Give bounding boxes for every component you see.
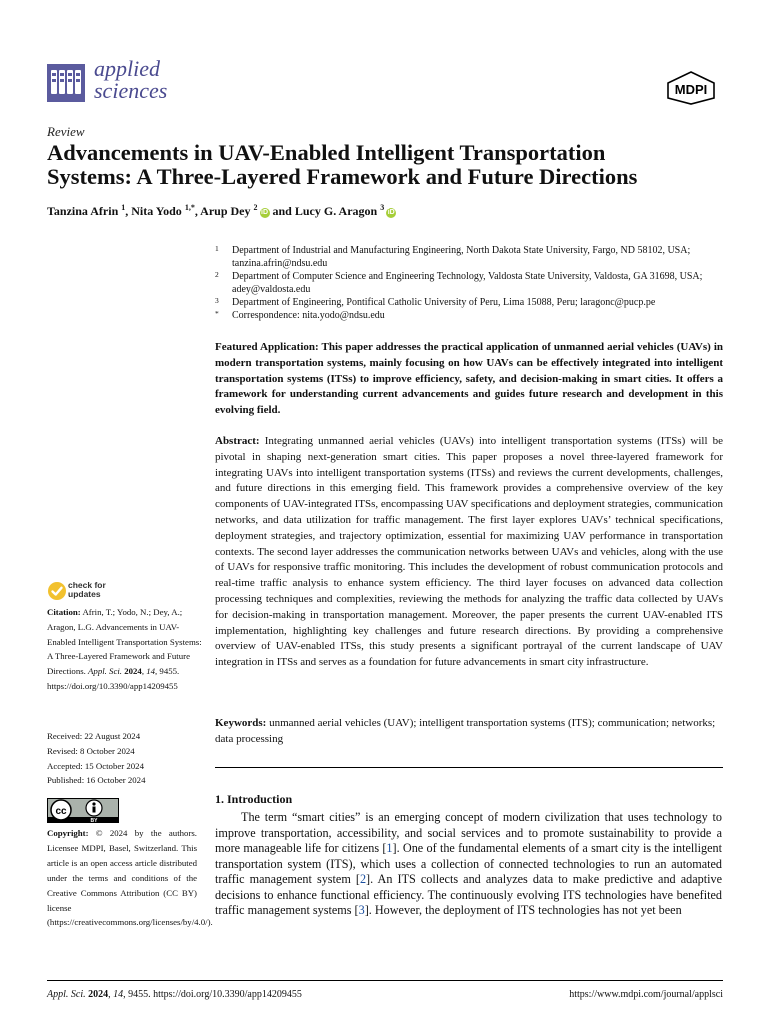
author-name[interactable]: Lucy G. Aragon (294, 204, 378, 218)
intro-text: The term “smart cities” is an emerging concept of modern civilization that uses technology to improve transportation, accessibility, and social services and to promote sustainability to provide a more manageable life for citizens [ (215, 810, 722, 855)
affiliation-text: Department of Engineering, Pontifical Catholic University of Peru, Lima 15088, Peru; laragonc@pucp.pe (232, 297, 656, 308)
abstract-text: Integrating unmanned aerial vehicles (UAVs) into intelligent transportation systems (ITSs) will be pivotal in shaping next-generation smart cities. This paper proposes a novel three-layered framework for integrating UAVs into intelligent transportation systems (ITSs) and reviews the current developments, challenges, and future directions in this emerging field. This framework provides a comprehensive overview of the key components of UAV-integrated ITSs, encompassing UAV specifications and deployment strategies, communication networks, and data utilization for traffic management. The first layer explores UAVs’ technical specifications, deployment strategies, and trajectory optimization, essential for maximizing UAV performance in transportation contexts. The second layer addresses the communication networks between UAVs and vehicles, along with the use of UAVs for responsive traffic monitoring. This includes the development of robust communication protocols and real-time traffic analysis to enhance system efficiency. The third layer focuses on advanced data collection processing techniques and complexities, reviewing the methods for analyzing the traffic data collected by UAVs for decision-making in transportation management. Moreover, the paper presents the current UAV-enabled ITS implementation, highlighting key challenges and future research directions. By providing a comprehensive overview of UAV-enabled ITSs, this study presents a significant portrayal of the current landscape of UAV integration in ITSs and serves as a foundation for future advancements in smart city infrastructure. (215, 435, 724, 669)
author-affil-sup: 3 (380, 203, 385, 212)
affiliation-text: Department of Computer Science and Engineering Technology, Valdosta State University, Valdosta, GA 31698, USA; adey@valdosta.edu (232, 271, 703, 295)
date-published: Published: 16 October 2024 (47, 775, 146, 786)
date-revised: Revised: 8 October 2024 (47, 745, 135, 756)
cc-by-license-icon[interactable] (47, 798, 119, 823)
author-affil-sup: 1 (121, 203, 126, 212)
footer-citation: Appl. Sci. 2024, 14, 9455. https://doi.org/10.3390/app14209455 (47, 989, 302, 1000)
article-type: Review (47, 124, 85, 139)
affiliation-number: 2 (215, 270, 219, 279)
check-line-2: updates (68, 589, 101, 599)
affiliation-number: * (215, 309, 219, 318)
title-line-1: Advancements in UAV-Enabled Intelligent Transportation (47, 140, 606, 165)
orcid-icon[interactable]: iD (387, 209, 395, 216)
affiliation (215, 296, 725, 309)
reference-link[interactable]: 1 (386, 841, 393, 855)
author-name[interactable]: Arup Dey (200, 204, 251, 218)
affiliation (215, 244, 725, 270)
copyright-label: Copyright: (47, 828, 89, 838)
author-affil-sup: 1,* (184, 203, 195, 212)
affiliation (215, 270, 725, 296)
keywords-text: unmanned aerial vehicles (UAV); intelligent transportation systems (ITS); communication; networks; data processing (215, 717, 716, 745)
author-affil-sup: 2 (253, 203, 258, 212)
citation-journal: Appl. Sci. (88, 666, 123, 677)
affiliations (215, 244, 725, 322)
intro-paragraph (215, 810, 722, 919)
reference-link[interactable]: 2 (359, 872, 367, 886)
section-title: 1. Introduction (215, 792, 293, 806)
cc-badge-text: cc (55, 806, 67, 817)
featured-application (215, 340, 723, 419)
intro-text: ]. One of the fundamental elements of a smart city is the intelligent transportation system (ITS), which uses a collection of connected technologies to run an automated traffic management system [ (215, 841, 723, 886)
citation-year: 2024 (124, 666, 142, 677)
citation-text: Afrin, T.; Yodo, N.; Dey, A.; Aragon, L.G. Advancements in UAV-Enabled Intelligent Transportation Systems: A Three-Layered Framework and Future Directions. (47, 607, 202, 677)
publication-dates (47, 729, 202, 788)
keywords (215, 716, 723, 748)
footer-divider (47, 980, 723, 981)
intro-text: ]. An ITS collects and analyzes data to make predictive and adaptive decisions to enhance functional efficiency. The continuously evolving ITS technologies have benefited traffic management systems [ (215, 872, 722, 917)
abstract-label: Abstract: (215, 435, 260, 447)
check-for-updates-icon[interactable] (47, 581, 67, 601)
orcid-icon[interactable]: iD (261, 209, 268, 216)
affiliation (215, 309, 725, 322)
affiliation-number: 1 (215, 244, 219, 253)
citation-volume: 14 (146, 666, 156, 677)
author-sep: , (194, 204, 201, 218)
affiliation-number: 3 (215, 296, 219, 305)
journal-name-line2: sciences (94, 78, 168, 103)
author-name[interactable]: Tanzina Afrin (47, 204, 119, 218)
date-received: Received: 22 August 2024 (47, 731, 141, 741)
abstract (215, 434, 723, 671)
citation-label: Citation: (47, 607, 81, 617)
reference-link[interactable]: 3 (358, 903, 365, 917)
date-accepted: Accepted: 15 October 2024 (47, 760, 144, 771)
page-title (47, 141, 737, 189)
author-sep: , (125, 204, 132, 218)
mdpi-logo-text: MDPI (674, 82, 708, 97)
check-for-updates[interactable] (68, 581, 106, 599)
footer-journal: Appl. Sci. (47, 989, 86, 1000)
featured-text: This paper addresses the practical application of unmanned aerial vehicles (UAVs) in modern transportation systems, mainly focusing on how UAVs can be effectively integrated into intelligent transportation systems (ITSs) to improve efficiency, safety, and decision-making in smart cities. It offers a framework for understanding current advancements and guides future research and development in this evolving field. (215, 341, 723, 417)
copyright-block (47, 826, 213, 930)
check-line-1: check for (68, 580, 106, 590)
journal-name (94, 58, 167, 102)
footer-doi[interactable]: 9455. https://doi.org/10.3390/app14209455 (128, 989, 302, 1000)
journal-logo-icon (47, 64, 85, 102)
citation-block: Citation: Afrin, T.; Yodo, N.; Dey, A.; Aragon, L.G. Advancements in UAV-Enabled Intelligent Transportation Systems: A Three-Layered Framework and Future Directions. Appl. Sci. 2024, 14, 9455. https://doi.org/10.3390/app14209455 (47, 607, 202, 691)
author-list (47, 203, 396, 219)
footer-volume: 14 (113, 989, 124, 1000)
intro-text: ]. However, the deployment of ITS technologies has not yet been (364, 903, 682, 917)
copyright-text: © 2024 by the authors. Licensee MDPI, Basel, Switzerland. This article is an open access article distributed under the terms and conditions of the Creative Commons Attribution (CC BY) license (https://creativecommons.org/licenses/by/4.0/). (47, 828, 213, 928)
affiliation-text: Correspondence: nita.yodo@ndsu.edu (232, 310, 385, 321)
author-name[interactable]: Nita Yodo (131, 204, 182, 218)
journal-name-line1: applied (94, 56, 160, 81)
footer-url[interactable]: https://www.mdpi.com/journal/applsci (569, 989, 723, 1000)
footer-year: 2024 (88, 989, 109, 1000)
affiliation-text: Department of Industrial and Manufacturing Engineering, North Dakota State University, Fargo, ND 58102, USA; tanzina.afrin@ndsu.edu (232, 245, 691, 269)
section-divider (215, 767, 723, 768)
featured-label: Featured Application: (215, 341, 319, 353)
keywords-label: Keywords: (215, 717, 267, 729)
cc-by-text: BY (90, 818, 98, 823)
mdpi-logo (664, 70, 718, 106)
author-sep: and (269, 204, 295, 218)
title-line-2: Systems: A Three-Layered Framework and Future Directions (47, 164, 638, 189)
citation-doi: 9455. https://doi.org/10.3390/app14209455 (47, 666, 180, 691)
